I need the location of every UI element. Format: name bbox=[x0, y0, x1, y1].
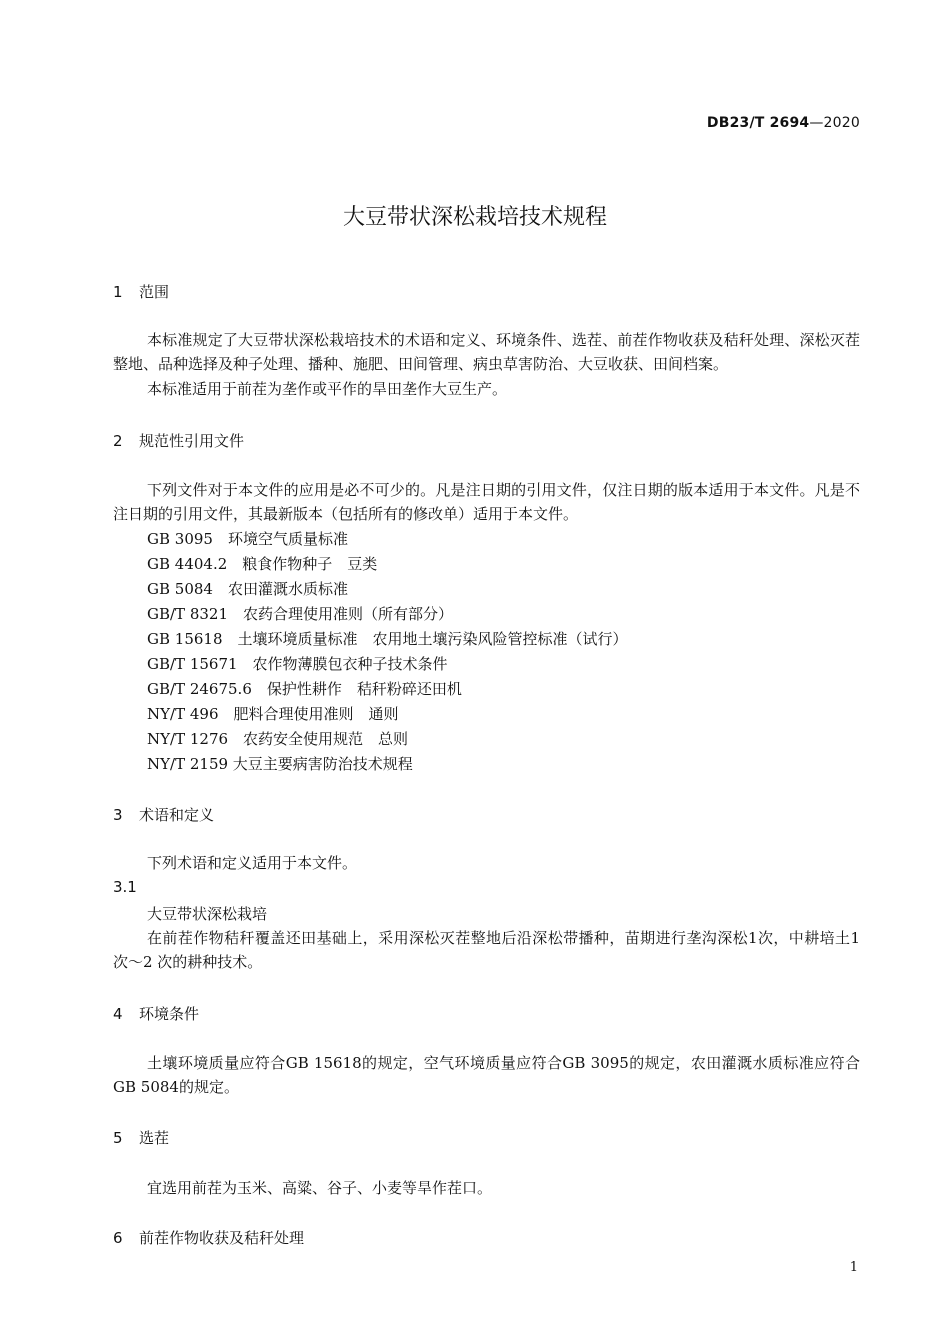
section-5-heading bbox=[113, 1127, 169, 1148]
section-title: 选茬 bbox=[139, 1129, 170, 1147]
standard-number: DB23/T 2694 bbox=[706, 115, 810, 131]
section-title: 范围 bbox=[139, 283, 170, 301]
section-3-paragraph-1: 下列术语和定义适用于本文件。 bbox=[147, 854, 358, 872]
section-1-heading bbox=[113, 281, 169, 302]
section-2-paragraph-1: 下列文件对于本文件的应用是必不可少的。凡是注日期的引用文件，仅注日期的版本适用于本文件。凡是不注日期的引用文件，其最新版本（包括所有的修改单）适用于本文件。 bbox=[113, 481, 860, 523]
section-title: 前茬作物收获及秸秆处理 bbox=[139, 1229, 305, 1247]
normative-reference: GB/T 24675.6 保护性耕作 秸秆粉碎还田机 bbox=[147, 680, 462, 698]
section-number: 1 bbox=[113, 283, 123, 301]
normative-reference: GB/T 15671 农作物薄膜包衣种子技术条件 bbox=[147, 655, 448, 673]
section-number: 3 bbox=[113, 806, 123, 824]
section-title: 规范性引用文件 bbox=[139, 432, 245, 450]
standard-year: —2020 bbox=[809, 115, 860, 131]
normative-reference: GB 5084 农田灌溉水质标准 bbox=[147, 580, 348, 598]
normative-reference: GB 15618 土壤环境质量标准 农用地土壤污染风险管控标准（试行） bbox=[147, 630, 628, 648]
section-5-paragraph-1: 宜选用前茬为玉米、高粱、谷子、小麦等旱作茬口。 bbox=[147, 1179, 493, 1197]
section-4-paragraph-1: 土壤环境质量应符合GB 15618的规定，空气环境质量应符合GB 3095的规定，农田灌溉水质标准应符合GB 5084的规定。 bbox=[113, 1054, 860, 1096]
section-title: 术语和定义 bbox=[139, 806, 215, 824]
section-1-paragraph-1: 本标准规定了大豆带状深松栽培技术的术语和定义、环境条件、选茬、前茬作物收获及秸秆处理、深松灭茬整地、品种选择及种子处理、播种、施肥、田间管理、病虫草害防治、大豆收获、田间档案。 bbox=[113, 331, 860, 373]
normative-reference: NY/T 1276 农药安全使用规范 总则 bbox=[147, 730, 409, 748]
normative-reference: NY/T 2159 大豆主要病害防治技术规程 bbox=[147, 755, 413, 773]
document-title: 大豆带状深松栽培技术规程 bbox=[342, 205, 607, 230]
normative-reference: GB 3095 环境空气质量标准 bbox=[147, 530, 348, 548]
subclause-number: 3.1 bbox=[113, 878, 137, 896]
section-number: 4 bbox=[113, 1005, 123, 1023]
section-6-heading bbox=[113, 1227, 304, 1248]
term-name: 大豆带状深松栽培 bbox=[147, 905, 268, 923]
section-number: 2 bbox=[113, 432, 123, 450]
standard-code bbox=[707, 115, 860, 131]
normative-reference: NY/T 496 肥料合理使用准则 通则 bbox=[147, 705, 399, 723]
page-number: 1 bbox=[849, 1260, 858, 1275]
term-definition: 在前茬作物秸秆覆盖还田基础上，采用深松灭茬整地后沿深松带播种，苗期进行垄沟深松1次，中耕培土1 次～2 次的耕种技术。 bbox=[113, 929, 860, 971]
section-3-heading bbox=[113, 804, 214, 825]
section-number: 5 bbox=[113, 1129, 123, 1147]
normative-reference: GB/T 8321 农药合理使用准则（所有部分） bbox=[147, 605, 454, 623]
normative-reference: GB 4404.2 粮食作物种子 豆类 bbox=[147, 555, 378, 573]
section-4-heading bbox=[113, 1003, 199, 1024]
section-title: 环境条件 bbox=[139, 1005, 200, 1023]
section-1-paragraph-2: 本标准适用于前茬为垄作或平作的旱田垄作大豆生产。 bbox=[147, 380, 508, 398]
section-2-heading bbox=[113, 430, 244, 451]
section-number: 6 bbox=[113, 1229, 123, 1247]
